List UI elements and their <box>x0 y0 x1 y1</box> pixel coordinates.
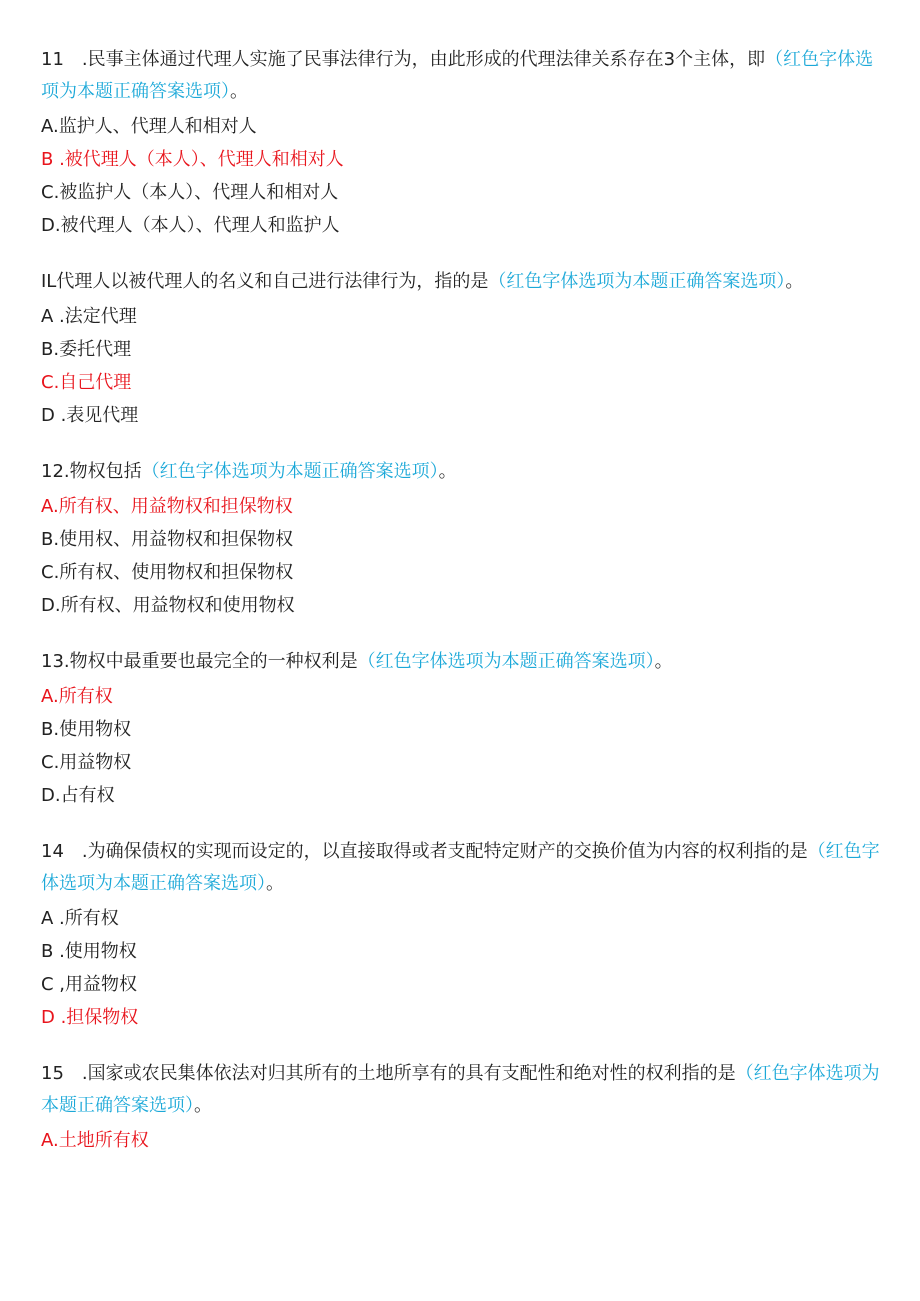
option-b: B .使用物权 <box>41 941 137 962</box>
answer-hint: （红色字体选项为本题正确答案选项） <box>488 271 786 292</box>
question-text: .国家或农民集体依法对归其所有的土地所享有的具有支配性和绝对性的权利指的是 <box>81 1063 736 1084</box>
question-number: IL <box>41 271 57 292</box>
answer-hint: （红色字体选项为 本题正确答案选项） <box>41 1063 880 1116</box>
question-number: 13. <box>41 651 70 672</box>
question-number: 12. <box>41 461 70 482</box>
question-stem <box>41 836 880 900</box>
question-end: 。 <box>654 651 673 672</box>
option-a-correct: A.所有权 <box>41 686 113 707</box>
question-end: 。 <box>785 271 804 292</box>
question-text: 物权包括 <box>69 461 142 482</box>
option-a: A .所有权 <box>41 908 119 929</box>
option-a: A .法定代理 <box>41 306 137 327</box>
option-a: A.监护人、代理人和相对人 <box>41 116 257 137</box>
option-a-correct: A.土地所有权 <box>41 1130 149 1151</box>
question-number: 14 <box>41 841 64 862</box>
option-c: C ,用益物权 <box>41 974 138 995</box>
question-end: 。 <box>438 461 457 482</box>
question-end: 。 <box>266 873 284 894</box>
option-b-correct: B .被代理人（本人）、代理人和相对人 <box>41 149 344 170</box>
question-text: 代理人以被代理人的名义和自己进行法律行为，指的是 <box>56 271 489 292</box>
question-stem <box>41 44 880 108</box>
option-a-correct: A.所有权、用益物权和担保物权 <box>41 496 293 517</box>
question-il <box>41 266 880 432</box>
question-end: 。 <box>194 1095 212 1116</box>
option-c-correct: C.自己代理 <box>41 372 132 393</box>
option-d-correct: D .担保物权 <box>41 1007 139 1028</box>
question-stem <box>41 646 880 678</box>
question-stem <box>41 456 880 488</box>
question-number: 11 <box>41 49 64 70</box>
option-c: C.用益物权 <box>41 752 132 773</box>
question-stem <box>41 266 880 298</box>
question-11 <box>41 44 880 242</box>
question-end: 。 <box>230 81 248 102</box>
question-15 <box>41 1058 880 1157</box>
answer-hint: （红色字体选项为本题正确答案选项） <box>357 651 655 672</box>
option-d: D .表见代理 <box>41 405 139 426</box>
answer-hint: （红色字体选 项为本题正确答案选项） <box>41 49 874 102</box>
option-d: D.占有权 <box>41 785 115 806</box>
question-text: .民事主体通过代理人实施了民事法律行为，由此形成的代理法律关系存在3个主体，即 <box>81 49 766 70</box>
option-b: B.委托代理 <box>41 339 132 360</box>
question-12 <box>41 456 880 622</box>
question-14 <box>41 836 880 1034</box>
question-13 <box>41 646 880 812</box>
option-b: B.使用物权 <box>41 719 132 740</box>
answer-hint: （红色字 体选项为本题正确答案选项） <box>41 841 880 894</box>
answer-hint: （红色字体选项为本题正确答案选项） <box>141 461 439 482</box>
question-number: 15 <box>41 1063 64 1084</box>
option-b: B.使用权、用益物权和担保物权 <box>41 529 294 550</box>
question-text: .为确保债权的实现而设定的，以直接取得或者支配特定财产的交换价值为内容的权利指的是 <box>81 841 808 862</box>
question-stem <box>41 1058 880 1122</box>
option-c: C.所有权、使用物权和担保物权 <box>41 562 294 583</box>
question-text: 物权中最重要也最完全的一种权利是 <box>69 651 358 672</box>
option-d: D.所有权、用益物权和使用物权 <box>41 595 295 616</box>
option-c: C.被监护人（本人）、代理人和相对人 <box>41 182 339 203</box>
option-d: D.被代理人（本人）、代理人和监护人 <box>41 215 340 236</box>
